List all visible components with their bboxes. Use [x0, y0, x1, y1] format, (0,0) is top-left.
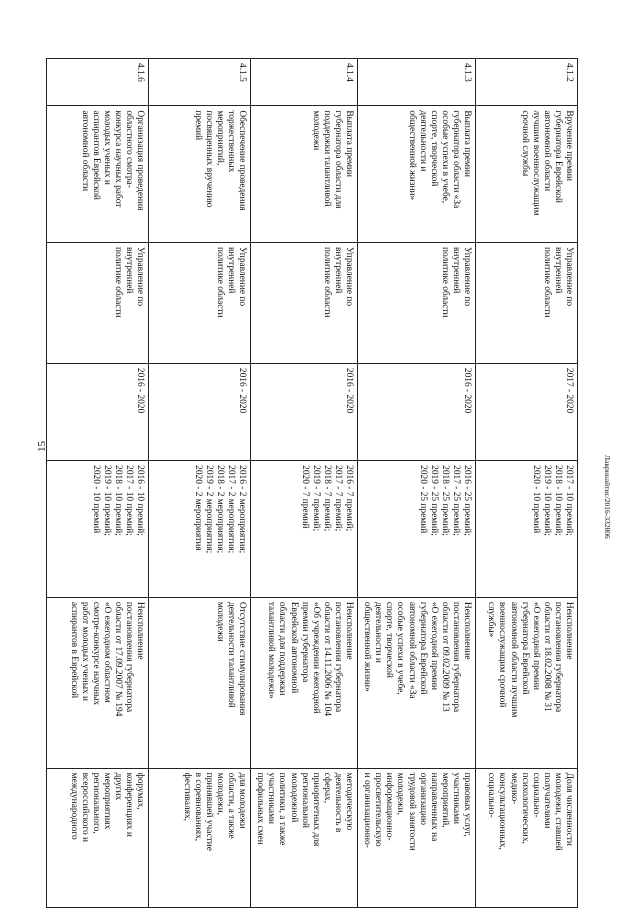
non-implementation-consequence-line: области для поддержки [277, 601, 288, 696]
expected-result-cell [476, 461, 578, 598]
expected-result-line: 2017 - 2 мероприятия; [226, 465, 237, 554]
expected-result-cell [149, 461, 251, 598]
measure-name-cell [149, 106, 251, 243]
target-indicator-line: участниками [450, 772, 461, 825]
measures-table [46, 58, 578, 908]
target-indicator-line: молодежи, [215, 772, 226, 816]
measure-name-line: автономной области [79, 110, 90, 192]
measure-name-cell [251, 106, 358, 243]
non-implementation-consequence-line: Неисполнение [344, 601, 355, 660]
expected-result-line: 2016 - 2 мероприятия; [237, 465, 248, 554]
target-indicator-line: области, а также [226, 772, 237, 839]
table-row [476, 59, 578, 908]
non-implementation-consequence-cell [358, 597, 476, 768]
implementation-period-cell: 2016 - 2020 [149, 363, 251, 460]
non-implementation-consequence-line: Отсутствие стимулирования [237, 601, 248, 716]
measure-name-line: срочной службы [519, 110, 530, 177]
target-indicator-line: конференциях и [124, 772, 135, 837]
expected-result-cell [251, 461, 358, 598]
non-implementation-consequence-line: смотре-конкурсе научных [90, 601, 101, 706]
target-indicator-line: просветительскую [373, 772, 384, 847]
target-indicator-line: деятельность в [332, 772, 343, 833]
non-implementation-consequence-line: «Об учреждении ежегодной [310, 601, 321, 714]
target-indicator-line: регионального, [90, 772, 101, 834]
measure-name-cell [476, 106, 578, 243]
expected-result-cell [358, 461, 476, 598]
target-indicator-line: информационно- [384, 772, 395, 841]
measure-name-cell [358, 106, 476, 243]
measure-name-line: поддержки талантливой [321, 110, 332, 207]
measure-name-line: деятельности и [417, 110, 428, 172]
measure-name-line: Обеспечение проведения [237, 110, 248, 211]
target-indicator-line: молодежи, ставшей [552, 772, 563, 851]
measure-name-cell [47, 106, 149, 243]
target-indicator-cell [476, 768, 578, 907]
non-implementation-consequence-line: области от 17.09.2007 № 194 [113, 601, 124, 717]
non-implementation-consequence-line: премии губернатора [299, 601, 310, 683]
non-implementation-consequence-line: талантливой молодежи» [266, 601, 277, 699]
non-implementation-consequence-line: Неисполнение [564, 601, 574, 660]
target-indicator-line: методическую [344, 772, 355, 831]
responsible-organization-cell [149, 242, 251, 363]
non-implementation-consequence-line: «О ежегодной премии [530, 601, 541, 690]
responsible-organization-line: Управление по [237, 246, 248, 307]
non-implementation-consequence-line: общественной жизни» [362, 601, 373, 692]
target-indicator-line: психологических, [519, 772, 530, 844]
expected-result-line: 2016 - 25 премий; [462, 465, 472, 536]
non-implementation-consequence-cell [251, 597, 358, 768]
measure-name-line: губернатора Еврейской [552, 110, 563, 203]
measure-name-line: лучшим военнослужащим [530, 110, 541, 216]
responsible-organization-line: внутренней [552, 246, 563, 294]
target-indicator-line: форумах, [135, 772, 146, 810]
measure-name-line: Организация проведения [135, 110, 146, 211]
target-indicator-line: для молодежи [237, 772, 248, 829]
non-implementation-consequence-line: губернатора Еврейской [417, 601, 428, 695]
non-implementation-consequence-line: области от 18.02.2008 № 31 [541, 601, 552, 712]
expected-result-line: 2017 - 25 премий; [450, 465, 461, 536]
expected-result-line: 2019 - 10 премий; [101, 465, 112, 536]
measure-name-line: губернатора области «За [450, 110, 461, 209]
expected-result-line: 2018 - 7 премий; [321, 465, 332, 532]
target-indicator-line: международного [68, 772, 79, 840]
target-indicator-line: региональной [299, 772, 310, 828]
expected-result-line: 2018 - 2 мероприятия; [215, 465, 226, 554]
target-indicator-cell [251, 768, 358, 907]
implementation-period-cell: 2016 - 2020 [47, 363, 149, 460]
non-implementation-consequence-cell [47, 597, 149, 768]
target-indicator-line: принявшей участие [203, 772, 214, 851]
non-implementation-consequence-line: деятельности и [373, 601, 384, 663]
responsible-organization-line: внутренней [226, 246, 237, 294]
measure-name-line: губернатора области для [332, 110, 343, 209]
non-implementation-consequence-cell [149, 597, 251, 768]
expected-result-line: 2017 - 10 премий; [564, 465, 574, 536]
expected-result-cell [47, 461, 149, 598]
expected-result-line: 2018 - 10 премий; [113, 465, 124, 536]
table-row [47, 59, 149, 908]
implementation-period-cell: 2016 - 2020 [358, 363, 476, 460]
non-implementation-consequence-line: работ молодых ученых и [79, 601, 90, 702]
responsible-organization-line: политике области [541, 246, 552, 318]
non-implementation-consequence-line: молодежи [215, 601, 226, 642]
target-indicator-line: приоритетных для [310, 772, 321, 847]
non-implementation-consequence-line: особые успехи в учебе, [395, 601, 406, 695]
target-indicator-line: правовых услуг, [462, 772, 472, 837]
target-indicator-cell [47, 768, 149, 907]
row-number-cell: 4.1.6 [47, 59, 149, 106]
non-implementation-consequence-line: автономной области лучшим [508, 601, 519, 718]
responsible-organization-line: политике области [113, 246, 124, 318]
responsible-organization-line: внутренней [124, 246, 135, 294]
expected-result-line: 2016 - 7 премий; [344, 465, 355, 532]
expected-result-line: 2016 - 10 премий; [135, 465, 146, 536]
expected-result-line: 2019 - 10 премий; [541, 465, 552, 536]
measure-name-line: премий [192, 110, 203, 141]
expected-result-line: 2020 - 7 премий [299, 465, 310, 529]
expected-result-line: 2017 - 10 премий; [124, 465, 135, 536]
non-implementation-consequence-line: области от 09.02.2009 № 13 [439, 601, 450, 712]
responsible-organization-line: Управление по [344, 246, 355, 307]
target-indicator-line: молодежи, [395, 772, 406, 816]
target-indicator-line: в соревнованиях, [192, 772, 203, 842]
measure-name-line: спорте, творческой [428, 110, 439, 187]
target-indicator-line: политики, а также [277, 772, 288, 846]
expected-result-line: 2020 - 10 премий [530, 465, 541, 534]
measure-name-line: посвященных вручению [203, 110, 214, 208]
page-number: 15 [36, 441, 48, 452]
measure-name-line: особые успехи в учебе, [439, 110, 450, 204]
responsible-organization-line: политике области [321, 246, 332, 318]
target-indicator-line: трудовой занятости [406, 772, 417, 851]
non-implementation-consequence-line: аспирантов в Еврейской [68, 601, 79, 699]
measure-name-line: аспирантов Еврейской [90, 110, 101, 200]
target-indicator-cell [149, 768, 251, 907]
target-indicator-line: других [113, 772, 124, 801]
expected-result-line: 2018 - 25 премий; [439, 465, 450, 536]
target-indicator-line: получателями [541, 772, 552, 829]
measure-name-line: конкурса научных работ [113, 110, 124, 208]
expected-result-line: 2019 - 2 мероприятия; [203, 465, 214, 554]
non-implementation-consequence-line: постановления губернатора [124, 601, 135, 713]
target-indicator-line: консультационных, [497, 772, 508, 850]
responsible-organization-line: Управление по [564, 246, 574, 307]
non-implementation-consequence-cell [476, 597, 578, 768]
non-implementation-consequence-line: деятельности талантливой [226, 601, 237, 708]
non-implementation-consequence-line: постановления губернатора [552, 601, 563, 713]
measure-name-line: областного смотра- [124, 110, 135, 188]
expected-result-line: 2017 - 7 премий; [332, 465, 343, 532]
target-indicator-line: Доля численности [564, 772, 574, 846]
expected-result-line: 2020 - 10 премий [90, 465, 101, 534]
expected-result-line: 2019 - 25 премий; [428, 465, 439, 536]
non-implementation-consequence-line: Неисполнение [462, 601, 472, 660]
measure-name-line: автономной области [541, 110, 552, 192]
measure-name-line: мероприятий, [215, 110, 226, 166]
target-indicator-line: социально- [530, 772, 541, 818]
non-implementation-consequence-line: спорте, творческой [384, 601, 395, 678]
responsible-organization-line: внутренней [332, 246, 343, 294]
target-indicator-line: молодежной [288, 772, 299, 823]
non-implementation-consequence-line: автономной области «За [406, 601, 417, 699]
non-implementation-consequence-line: службы» [486, 601, 497, 638]
implementation-period-cell: 2017 - 2020 [476, 363, 578, 460]
measure-name-line: Выплата премии [462, 110, 472, 178]
target-indicator-line: мероприятий, [439, 772, 450, 828]
measure-name-line: торжественных [226, 110, 237, 173]
table-row [358, 59, 476, 908]
target-indicator-line: направленных на [428, 772, 439, 842]
responsible-organization-line: политике области [439, 246, 450, 318]
target-indicator-line: мероприятиях [101, 772, 112, 830]
row-number-cell: 4.1.3 [358, 59, 476, 106]
expected-result-line: 2018 - 10 премий; [552, 465, 563, 536]
non-implementation-consequence-line: постановления губернатора [450, 601, 461, 713]
target-indicator-line: профильных смен [255, 772, 266, 845]
non-implementation-consequence-line: губернатора Еврейской [519, 601, 530, 695]
measure-name-line: молодежи [310, 110, 321, 151]
row-number-cell: 4.1.5 [149, 59, 251, 106]
non-implementation-consequence-line: «О ежегодном областном [101, 601, 112, 703]
target-indicator-line: сферах, [321, 772, 332, 804]
responsible-organization-line: Управление по [462, 246, 472, 307]
non-implementation-consequence-line: постановления губернатора [332, 601, 343, 713]
responsible-organization-cell [358, 242, 476, 363]
measure-name-line: Вручение премии [564, 110, 574, 182]
target-indicator-cell [358, 768, 476, 907]
target-indicator-line: социально- [486, 772, 497, 818]
row-number-cell: 4.1.2 [476, 59, 578, 106]
document-code: Лавринайтис/2016-332806 [603, 455, 612, 539]
responsible-organization-line: внутренней [450, 246, 461, 294]
non-implementation-consequence-line: «О ежегодной премии [428, 601, 439, 690]
target-indicator-line: медико- [508, 772, 519, 805]
row-number-cell: 4.1.4 [251, 59, 358, 106]
responsible-organization-cell [251, 242, 358, 363]
expected-result-line: 2020 - 2 мероприятия [192, 465, 203, 551]
non-implementation-consequence-line: области от 14.11.2006 № 104 [321, 601, 332, 717]
responsible-organization-cell [47, 242, 149, 363]
rotated-page-content [68, 58, 578, 908]
expected-result-line: 2019 - 7 премий; [310, 465, 321, 532]
table-row [251, 59, 358, 908]
target-indicator-line: и организационно- [362, 772, 373, 848]
measure-name-line: общественной жизни» [406, 110, 417, 201]
table-row [149, 59, 251, 908]
responsible-organization-cell [476, 242, 578, 363]
expected-result-line: 2020 - 25 премий [417, 465, 428, 534]
measure-name-line: молодых ученых и [101, 110, 112, 185]
non-implementation-consequence-line: Еврейской автономной [288, 601, 299, 694]
target-indicator-line: участниками [266, 772, 277, 825]
measure-name-line: Выплата премии [344, 110, 355, 178]
target-indicator-line: всероссийского и [79, 772, 90, 843]
responsible-organization-line: политике области [215, 246, 226, 318]
target-indicator-line: организацию [417, 772, 428, 825]
non-implementation-consequence-line: военнослужащим срочной [497, 601, 508, 708]
responsible-organization-line: Управление по [135, 246, 146, 307]
implementation-period-cell: 2016 - 2020 [251, 363, 358, 460]
target-indicator-line: фестивалях, [181, 772, 192, 821]
non-implementation-consequence-line: Неисполнение [135, 601, 146, 660]
